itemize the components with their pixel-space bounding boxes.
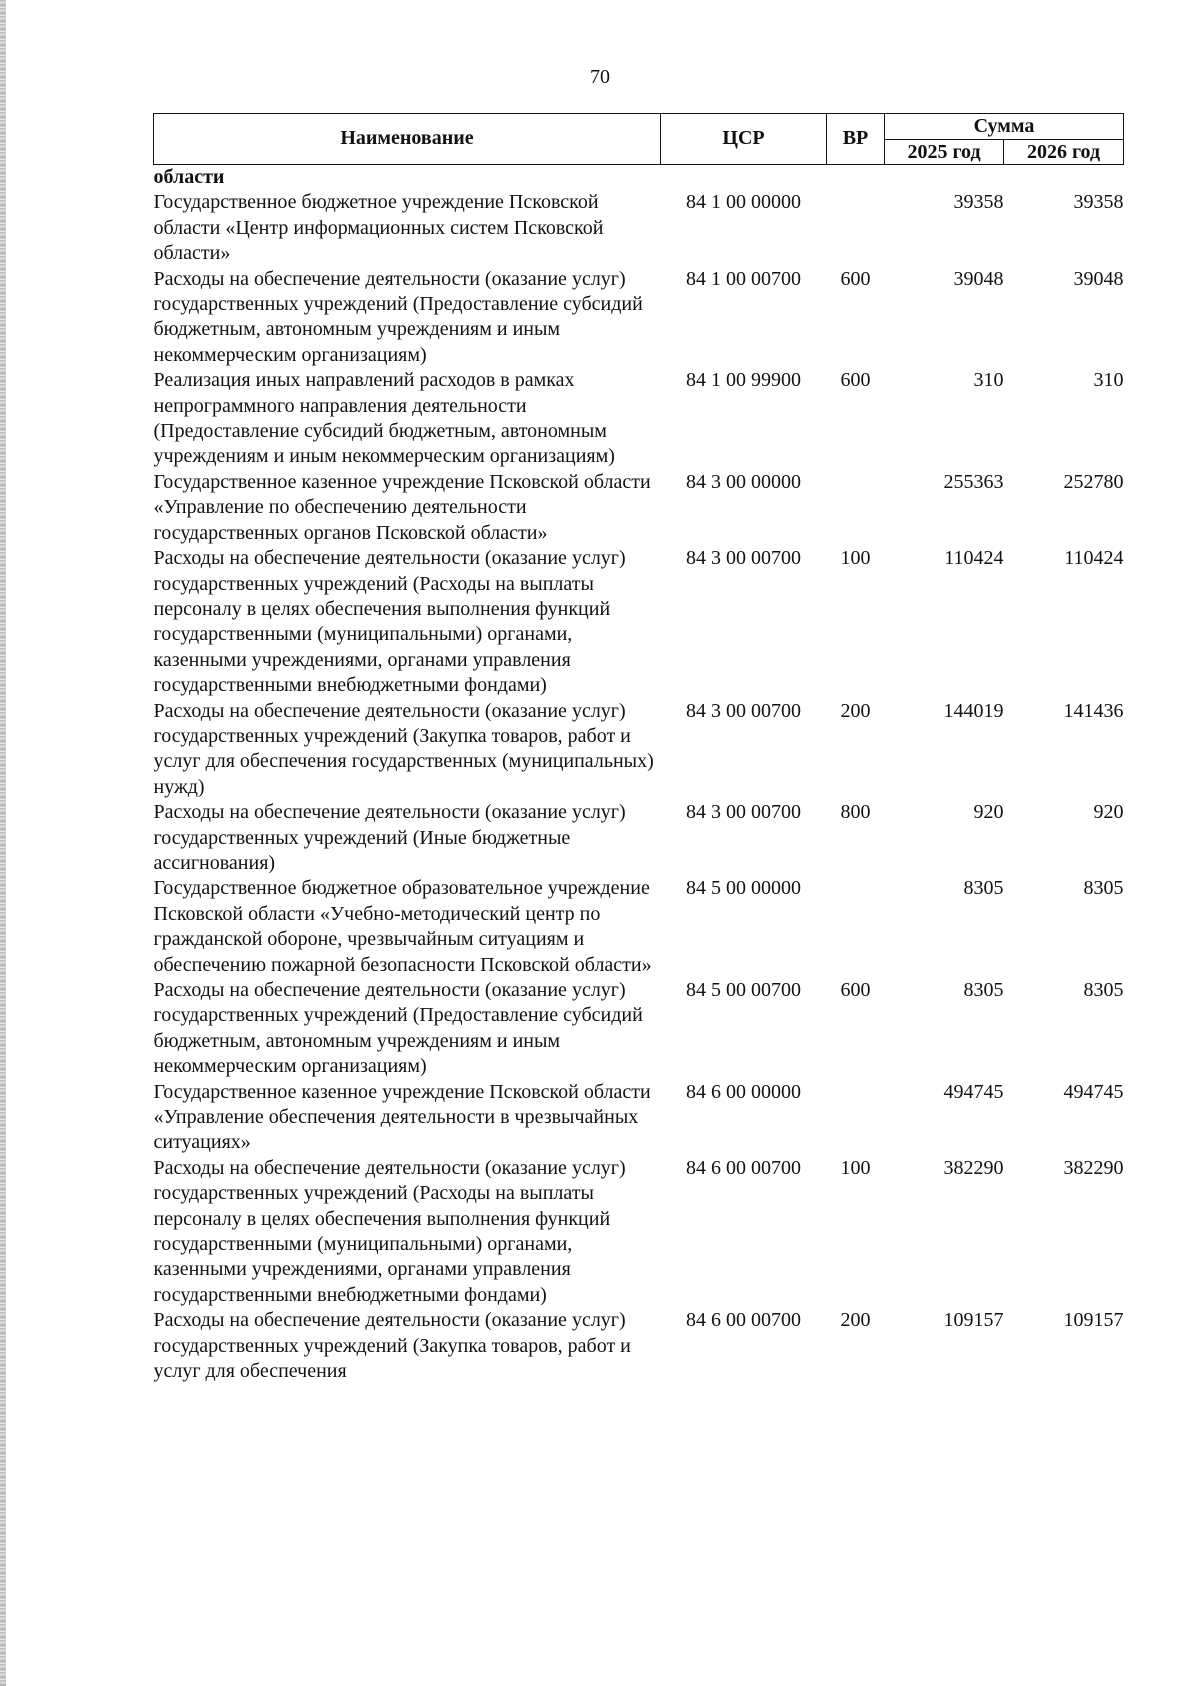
row-vr: 200: [840, 1309, 871, 1332]
row-sum-2025: 109157: [943, 1309, 1004, 1332]
row-sum-2025: 39048: [953, 267, 1004, 290]
row-csr: 84 6 00 00700: [686, 1309, 801, 1332]
row-name: Реализация иных направлений расходов в рамках непрограммного направления деятельности (Предоставление субсидий бюджетным, автономным учреждениям и иным некоммерческим организациям): [153, 369, 615, 468]
row-vr: 800: [840, 801, 871, 824]
row-sum-2026: 8305: [1083, 979, 1124, 1001]
row-sum-2026: 39048: [1073, 267, 1124, 290]
row-sum-2026: 110424: [1064, 547, 1124, 570]
header-year-2026: 2026 год: [1004, 139, 1124, 165]
row-name: Расходы на обеспечение деятельности (оказание услуг) государственных учреждений (Закупка товаров, работ и услуг для обеспечения: [153, 1309, 631, 1383]
row-name: Государственное бюджетное образовательное учреждение Псковской области «Учебно-методический центр по гражданской обороне, чрезвычайным ситуациям и обеспечению пожарной безопасности Псковской области»: [153, 877, 652, 976]
row-sum-2026: 494745: [1063, 1080, 1124, 1103]
row-sum-2026: 252780: [1063, 470, 1124, 493]
row-vr: [827, 876, 885, 978]
table-row: [154, 190, 1124, 266]
row-sum-2025: 39358: [953, 191, 1004, 214]
row-name: Расходы на обеспечение деятельности (оказание услуг) государственных учреждений (Закупка товаров, работ и услуг для обеспечения государственных (муниципальных) нужд): [153, 699, 654, 798]
row-sum-2025: 8305: [963, 877, 1004, 900]
table-body: [154, 165, 1124, 1385]
header-year-2025: 2025 год: [885, 139, 1004, 165]
row-sum-2025: 144019: [943, 699, 1004, 722]
row-csr: 84 5 00 00000: [686, 877, 801, 900]
row-sum-2026: 39358: [1073, 191, 1124, 214]
row-name: Государственное казенное учреждение Псковской области «Управление по обеспечению деятельности государственных органов Псковской области»: [153, 470, 651, 544]
row-csr: 84 5 00 00700: [686, 979, 801, 1001]
row-vr: 100: [840, 547, 871, 570]
row-vr: 200: [840, 699, 871, 722]
row-sum-2025: 382290: [943, 1156, 1004, 1179]
table-row: [154, 1156, 1124, 1308]
table-row: [154, 546, 1124, 698]
row-vr: [827, 470, 885, 546]
header-csr: ЦСР: [661, 114, 827, 165]
header-name: Наименование: [154, 114, 661, 165]
row-name: Государственное казенное учреждение Псковской области «Управление обеспечения деятельности в чрезвычайных ситуациях»: [153, 1080, 651, 1154]
row-csr: 84 1 00 00700: [686, 267, 801, 290]
table-row: [154, 800, 1124, 876]
table-row: [154, 470, 1124, 546]
row-name: Государственное бюджетное учреждение Псковской области «Центр информационных систем Псковской области»: [153, 191, 604, 265]
row-csr: 84 1 00 00000: [686, 191, 801, 214]
row-vr: 100: [840, 1156, 871, 1179]
row-csr: 84 3 00 00700: [686, 699, 801, 722]
row-vr: 600: [840, 369, 871, 392]
table-row: [154, 876, 1124, 978]
row-sum-2026: 310: [1093, 369, 1124, 392]
row-vr: 600: [840, 267, 871, 290]
row-name: Расходы на обеспечение деятельности (оказание услуг) государственных учреждений (Иные бюджетные ассигнования): [153, 801, 626, 874]
row-vr: [827, 1080, 885, 1156]
row-sum-2026: 8305: [1083, 877, 1124, 900]
row-sum-2025: 310: [973, 369, 1004, 392]
scan-edge: [0, 0, 6, 1686]
budget-table: [153, 113, 1124, 1385]
continuation-row: [154, 165, 1124, 191]
row-sum-2026: 382290: [1063, 1156, 1124, 1179]
row-sum-2025: 494745: [943, 1080, 1004, 1103]
row-sum-2025: 920: [973, 801, 1004, 824]
row-name: Расходы на обеспечение деятельности (оказание услуг) государственных учреждений (Расходы на выплаты персоналу в целях обеспечения выполнения функций государственными (муниципальными) органами, казенными учреждениями, органами управления государственными внебюджетными фондами): [153, 547, 626, 697]
row-csr: 84 1 00 99900: [686, 369, 801, 392]
table-row: [154, 267, 1124, 369]
table-row: [154, 368, 1124, 470]
row-name: Расходы на обеспечение деятельности (оказание услуг) государственных учреждений (Расходы на выплаты персоналу в целях обеспечения выполнения функций государственными (муниципальными) органами, казенными учреждениями, органами управления государственными внебюджетными фондами): [153, 1156, 626, 1306]
row-csr: 84 6 00 00700: [686, 1156, 801, 1179]
row-sum-2026: 141436: [1063, 699, 1124, 722]
row-csr: 84 3 00 00700: [686, 801, 801, 824]
row-sum-2026: 920: [1093, 801, 1124, 824]
row-vr: 600: [840, 979, 871, 1001]
row-name: Расходы на обеспечение деятельности (оказание услуг) государственных учреждений (Предоставление субсидий бюджетным, автономным учреждениям и иным некоммерческим организациям): [153, 979, 643, 1078]
row-sum-2025: 110424: [944, 547, 1004, 570]
row-sum-2026: 109157: [1063, 1309, 1124, 1332]
continuation-text: области: [153, 166, 225, 188]
row-vr: [827, 190, 885, 266]
page-number: 70: [590, 66, 610, 88]
row-name: Расходы на обеспечение деятельности (оказание услуг) государственных учреждений (Предоставление субсидий бюджетным, автономным учреждениям и иным некоммерческим организациям): [153, 267, 643, 366]
row-sum-2025: 255363: [943, 470, 1004, 493]
table-row: [154, 1308, 1124, 1384]
table-row: [154, 978, 1124, 1080]
row-csr: 84 3 00 00000: [686, 470, 801, 493]
row-csr: 84 6 00 00000: [686, 1080, 801, 1103]
table-row: [154, 1080, 1124, 1156]
header-vr: ВР: [827, 114, 885, 165]
table-row: [154, 699, 1124, 801]
row-csr: 84 3 00 00700: [686, 547, 801, 570]
row-sum-2025: 8305: [963, 979, 1004, 1001]
header-sum: Сумма: [885, 114, 1124, 140]
